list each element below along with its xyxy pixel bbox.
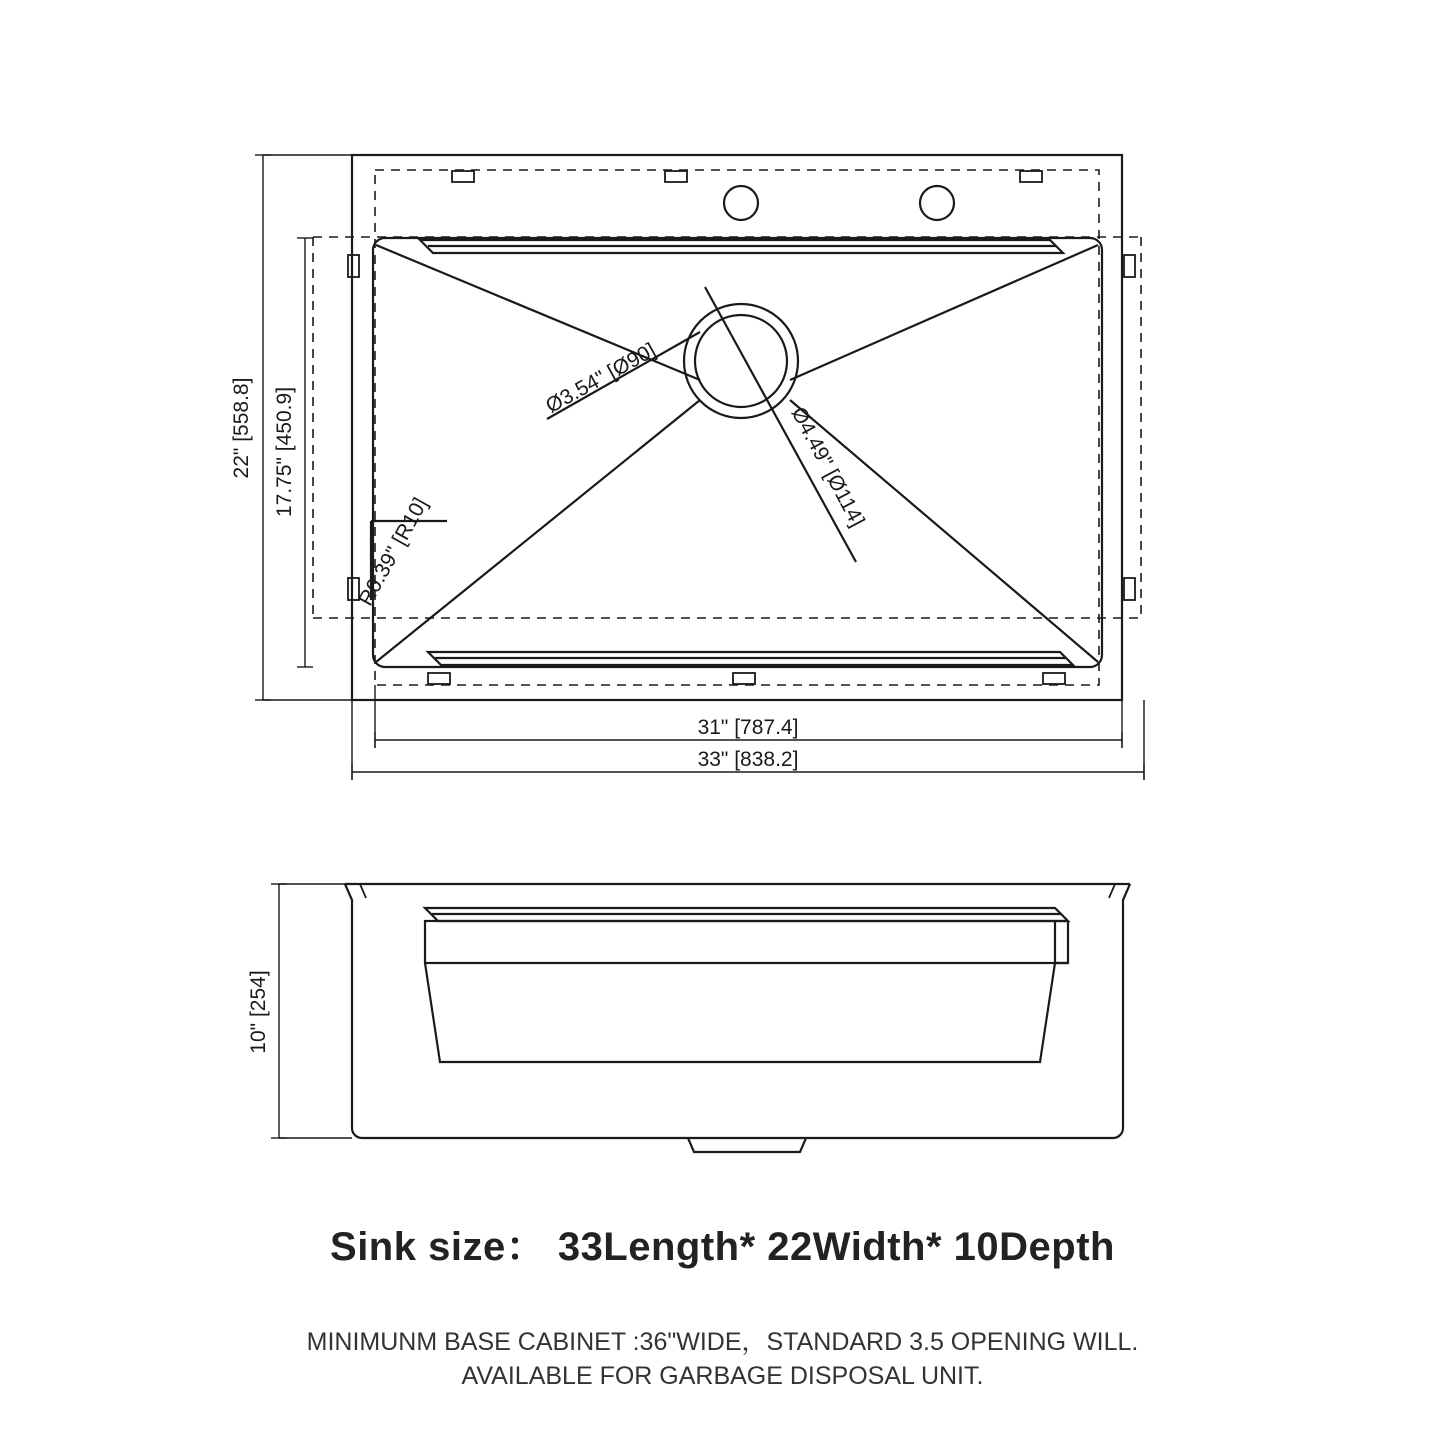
mounting-outline-dashed: [313, 170, 1141, 685]
elevation-rim-notches: [360, 884, 1115, 898]
mounting-clips-top: [452, 171, 1042, 182]
caption-note-line-2: AVAILABLE FOR GARBAGE DISPOSAL UNIT.: [461, 1362, 984, 1390]
basin-slope-lines: [376, 245, 1098, 662]
dim-height-inner: [297, 238, 313, 667]
drain-inner-circle: [695, 315, 787, 407]
label-width-inner: 31" [787.4]: [697, 716, 799, 739]
leader-drain-outer: [705, 287, 856, 562]
elevation-basin: [425, 908, 1068, 1062]
mounting-clips-bottom: [428, 673, 1065, 684]
basin-outline: [373, 238, 1102, 667]
caption-note-line-1: MINIMUNM BASE CABINET :36"WIDE，STANDARD 3.5 OPENING WILL.: [306, 1328, 1139, 1356]
mounting-clips-side: [348, 255, 1135, 600]
label-width-outer: 33" [838.2]: [697, 748, 799, 771]
label-drain-inner: Ø3.54" [Ø90]: [541, 338, 660, 418]
label-drain-outer: Ø4.49" [Ø114]: [786, 403, 869, 531]
caption-title: Sink size： 33Length* 22Width* 10Depth: [330, 1225, 1115, 1269]
drain-outer-circle: [684, 304, 798, 418]
label-corner-radius: R0.39" [R10]: [354, 494, 433, 610]
faucet-hole-primary: [724, 186, 758, 220]
label-height-inner: 17.75" [450.9]: [273, 386, 296, 518]
side-view-group: [271, 884, 1130, 1152]
top-view-group: [255, 155, 1144, 780]
label-depth: 10" [254]: [247, 970, 270, 1054]
elevation-drain-stub: [688, 1138, 806, 1152]
dim-depth: [271, 884, 352, 1138]
label-height-outer: 22" [558.8]: [230, 377, 253, 479]
faucet-hole-secondary: [920, 186, 954, 220]
